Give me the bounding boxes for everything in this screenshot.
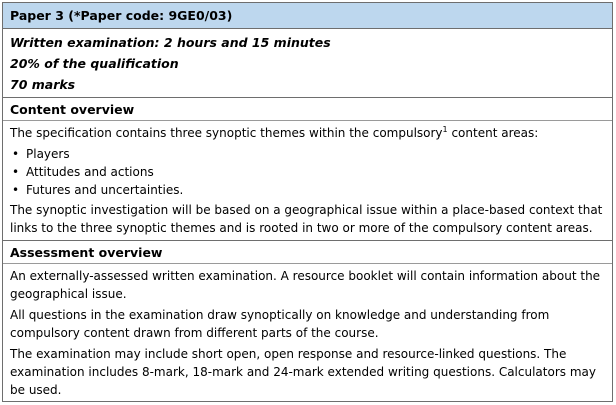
- theme-label: Players: [26, 147, 70, 161]
- exam-duration: Written examination: 2 hours and 15 minutes: [10, 35, 331, 50]
- assessment-overview-section: [3, 241, 612, 401]
- paper-title: Paper 3 (*Paper code: 9GE0/03): [10, 8, 233, 23]
- bullet-icon: •: [12, 165, 20, 179]
- theme-label: Attitudes and actions: [26, 165, 154, 179]
- bullet-icon: •: [12, 147, 20, 161]
- assessment-overview-heading: Assessment overview: [10, 245, 163, 260]
- list-item: [10, 181, 605, 199]
- heading-divider: [3, 120, 612, 121]
- assessment-paragraph: An externally-assessed written examination. A resource booklet will contain information about the geographical issue.: [10, 269, 601, 301]
- total-marks: 70 marks: [10, 77, 76, 92]
- paper-spec-table: [2, 2, 613, 402]
- synoptic-investigation-text: The synoptic investigation will be based on a geographical issue within a place-based context that links to the three synoptic themes and is rooted in two or more of the compulsory content areas.: [10, 203, 603, 235]
- qualification-weight: 20% of the qualification: [10, 56, 179, 71]
- intro-text: The specification contains three synoptic themes within the compulsory: [10, 126, 443, 140]
- synoptic-themes-list: [10, 145, 605, 199]
- assessment-paragraph: The examination may include short open, open response and resource-linked questions. The examination includes 8-mark, 18-mark and 24-mark extended writing questions. Calculators may be used.: [10, 347, 596, 397]
- heading-divider: [3, 263, 612, 264]
- theme-label: Futures and uncertainties.: [26, 183, 184, 197]
- exam-summary-section: [3, 29, 612, 98]
- content-overview-intro: [10, 124, 605, 142]
- list-item: [10, 145, 605, 163]
- assessment-paragraph: All questions in the examination draw synoptically on knowledge and understanding from compulsory content drawn from different parts of the course.: [10, 308, 550, 340]
- list-item: [10, 163, 605, 181]
- content-overview-heading: Content overview: [10, 102, 135, 117]
- intro-text-end: content areas:: [447, 126, 539, 140]
- bullet-icon: •: [12, 183, 20, 197]
- paper-title-row: [3, 3, 612, 29]
- footnote-marker: 1: [442, 125, 448, 134]
- content-overview-section: [3, 98, 612, 241]
